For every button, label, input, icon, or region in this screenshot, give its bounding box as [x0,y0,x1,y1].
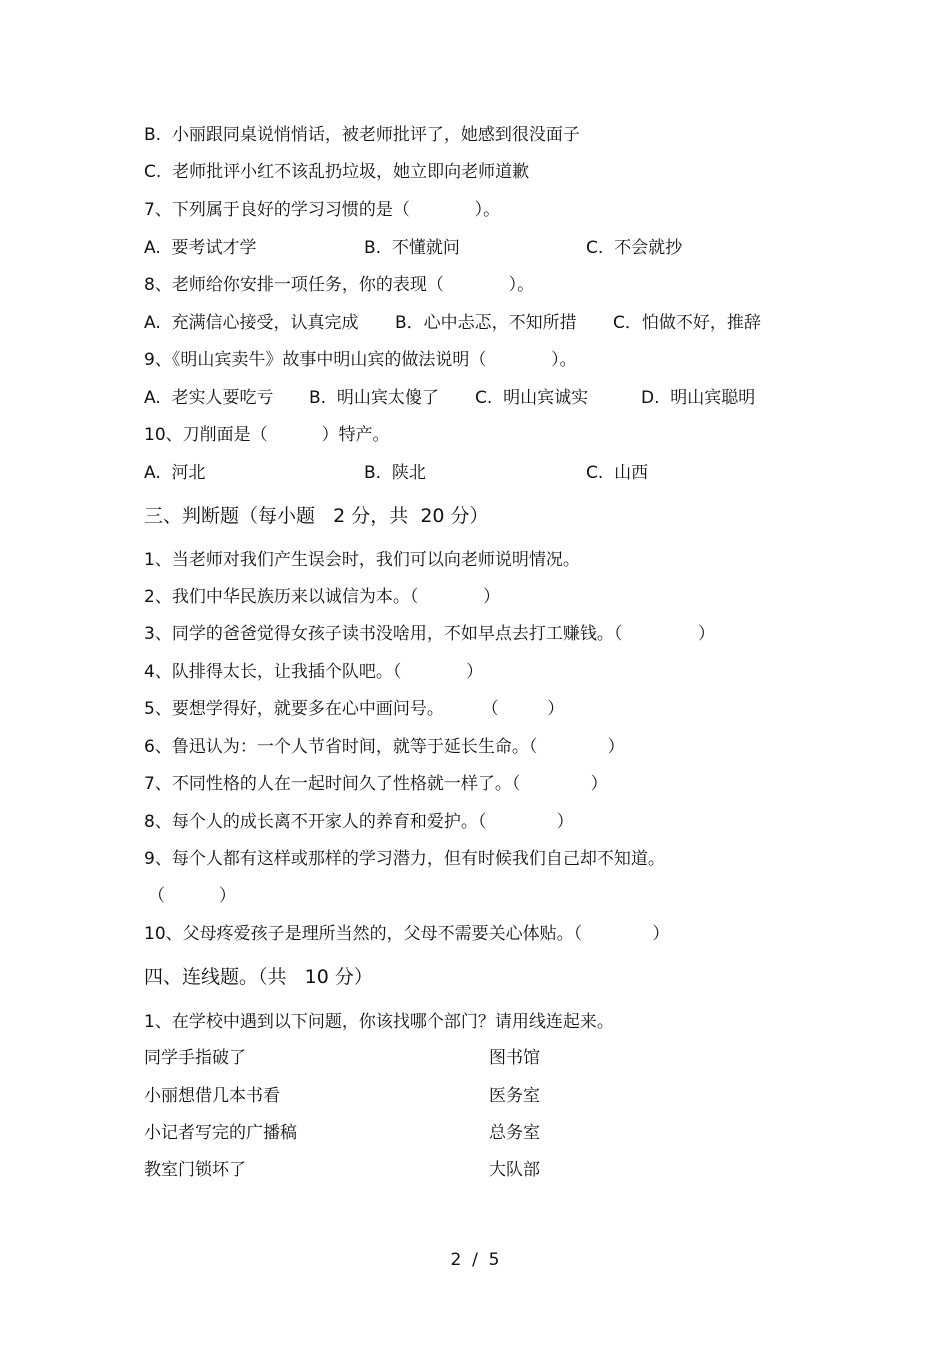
match-right-1: 图书馆 [489,1048,540,1068]
q9-option-a: A. 老实人要吃亏 [144,388,274,408]
match-left-1: 同学手指破了 [144,1048,246,1068]
judge-7: 7、不同性格的人在一起时间久了性格就一样了。（ ） [144,774,608,794]
section-4-heading: 四、连线题。（共 10 分） [144,966,373,988]
judge-9-bracket: （ ） [148,886,237,906]
q10-option-b: B. 陕北 [364,463,426,483]
match-left-4: 教室门锁坏了 [144,1160,246,1180]
match-right-4: 大队部 [489,1160,540,1180]
match-right-3: 总务室 [489,1123,540,1143]
judge-10: 10、父母疼爱孩子是理所当然的，父母不需要关心体贴。（ ） [144,924,670,944]
page-number: 2 / 5 [450,1250,500,1270]
q9-option-d: D. 明山宾聪明 [641,388,756,408]
q7-option-c: C. 不会就抄 [586,238,683,258]
match-right-2: 医务室 [489,1086,540,1106]
q8-option-b: B．心中忐忑，不知所措 [395,313,577,333]
match-left-2: 小丽想借几本书看 [144,1086,280,1106]
question-8: 8、老师给你安排一项任务，你的表现（ ）。 [144,275,535,295]
q7-option-b: B. 不懂就问 [364,238,460,258]
option-b-line: B. 小丽跟同桌说悄悄话，被老师批评了，她感到很没面子 [144,125,580,145]
match-question-1: 1、在学校中遇到以下问题，你该找哪个部门？请用线连起来。 [144,1012,614,1032]
option-c-line: C. 老师批评小红不该乱扔垃圾，她立即向老师道歉 [144,162,530,182]
judge-8: 8、每个人的成长离不开家人的养育和爱护。（ ） [144,812,574,832]
question-7: 7、下列属于良好的学习习惯的是（ ）。 [144,200,501,220]
q9-option-c: C. 明山宾诚实 [475,388,589,408]
q8-option-a: A. 充满信心接受，认真完成 [144,313,359,333]
judge-5: 5、要想学得好，就要多在心中画问号。 （ ） [144,699,565,719]
match-left-3: 小记者写完的广播稿 [144,1123,297,1143]
judge-1: 1、当老师对我们产生误会时，我们可以向老师说明情况。 [144,550,580,570]
judge-9: 9、每个人都有这样或那样的学习潜力，但有时候我们自己却不知道。 [144,849,665,869]
judge-4: 4、队排得太长，让我插个队吧。（ ） [144,662,484,682]
q7-option-a: A. 要考试才学 [144,238,257,258]
section-3-heading: 三、判断题（每小题 2 分，共 20 分） [144,505,489,527]
q9-option-b: B. 明山宾太傻了 [309,388,439,408]
q8-option-c: C．怕做不好，推辞 [613,313,761,333]
judge-6: 6、鲁迅认为：一个人节省时间，就等于延长生命。（ ） [144,737,625,757]
judge-3: 3、同学的爸爸觉得女孩子读书没啥用，不如早点去打工赚钱。（ ） [144,624,715,644]
q10-option-c: C. 山西 [586,463,649,483]
q10-option-a: A. 河北 [144,463,206,483]
question-10: 10、刀削面是（ ）特产。 [144,425,390,445]
question-9: 9、《明山宾卖牛》故事中明山宾的做法说明（ ）。 [144,350,577,370]
judge-2: 2、我们中华民族历来以诚信为本。（ ） [144,587,501,607]
